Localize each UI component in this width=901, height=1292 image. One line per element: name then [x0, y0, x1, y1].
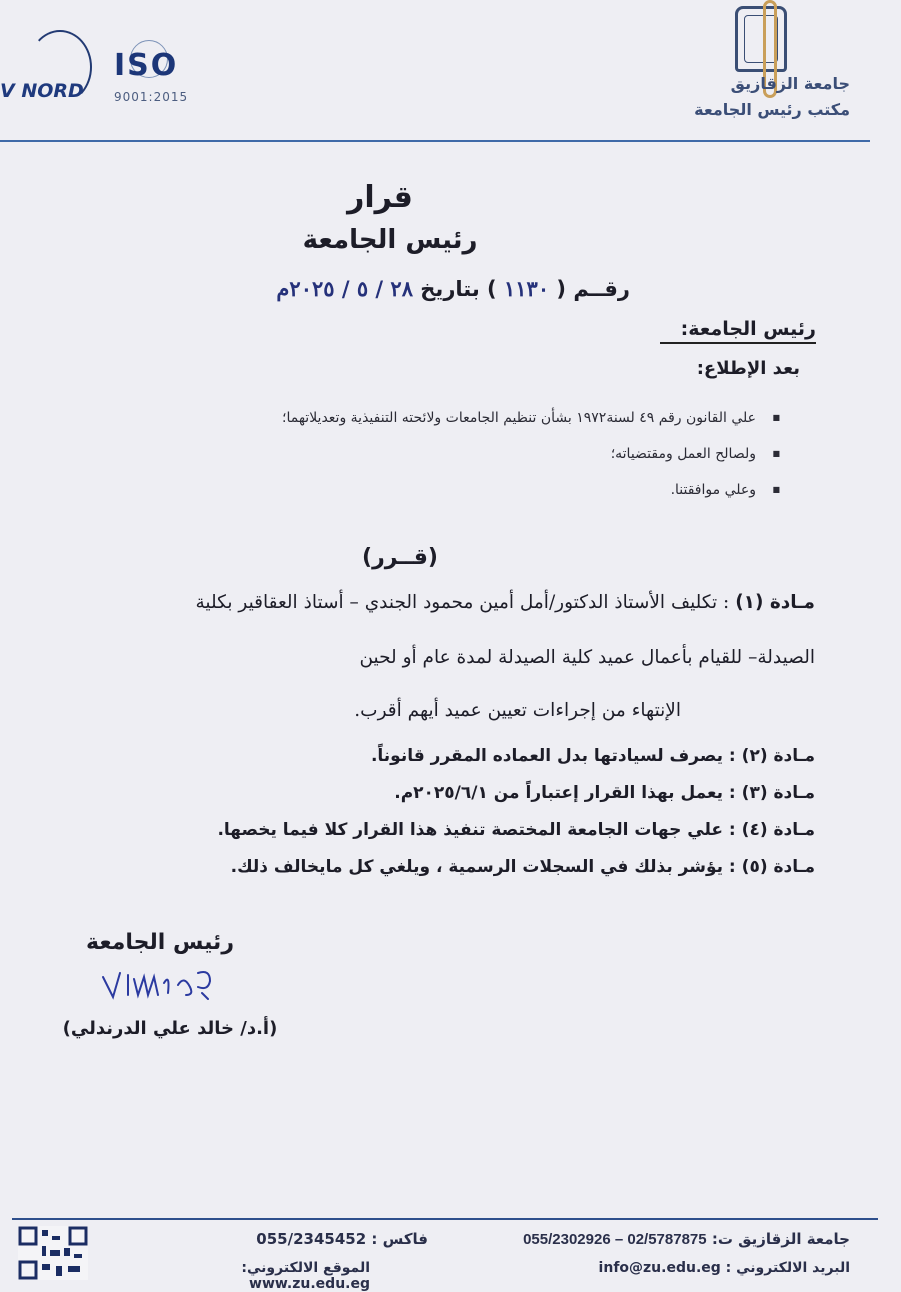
- president-title: رئيس الجامعة: [302, 225, 478, 255]
- article-4: [15, 820, 815, 840]
- iso-standard: 9001:2015: [114, 90, 189, 104]
- signatory-name: (أ.د/ خالد علي الدرندلي): [62, 1018, 278, 1039]
- article-label: مـادة (٤): [741, 820, 815, 840]
- footer-email-label: البريد الالكتروني :: [725, 1260, 850, 1276]
- footer-fax-number: 055/2345452: [256, 1230, 367, 1248]
- article-text: : يعمل بهذا القرار إعتباراً من ٢٠٢٥/٦/١م.: [394, 783, 736, 803]
- footer-phones: 055/2302926 – 02/5787875: [523, 1231, 707, 1248]
- footer-email: [540, 1260, 850, 1276]
- decree-date: ٢٨ / ٥ / ٢٠٢٥م: [276, 276, 413, 301]
- qr-code-icon: [18, 1226, 88, 1280]
- office-name: مكتب رئيس الجامعة: [694, 100, 850, 119]
- article-2: [15, 746, 815, 766]
- footer-email-address[interactable]: info@zu.edu.eg: [598, 1260, 721, 1276]
- footer-website: [120, 1260, 370, 1292]
- footer-address-label: جامعة الزقازيق ت:: [711, 1230, 850, 1248]
- decided-heading: (قــرر): [362, 545, 438, 570]
- preamble-president-label: رئيس الجامعة:: [660, 318, 816, 344]
- list-item: ■ وعلي موافقتنا.: [140, 472, 780, 508]
- footer-fax: [188, 1230, 428, 1248]
- decree-title: قرار: [347, 180, 413, 215]
- article-label: مـادة (٢): [741, 746, 815, 766]
- article-label: مـادة (٥): [741, 857, 815, 877]
- footer-divider: [12, 1218, 878, 1220]
- signature-title: رئيس الجامعة: [86, 930, 234, 955]
- handwritten-signature: [98, 965, 228, 1005]
- list-item: ■ علي القانون رقم ٤٩ لسنة١٩٧٢ بشأن تنظيم الجامعات ولائحته التنفيذية وتعديلاتهما؛: [140, 400, 780, 436]
- number-label: رقــم (: [556, 277, 630, 301]
- list-item: ■ ولصالح العمل ومقتضياته؛: [140, 436, 780, 472]
- article-text: : يؤشر بذلك في السجلات الرسمية ، ويلغي كل مايخالف ذلك.: [230, 857, 736, 877]
- university-name: جامعة الزقازيق: [730, 74, 850, 93]
- footer-website-label: الموقع الالكتروني:: [241, 1260, 370, 1276]
- article-3: [15, 783, 815, 803]
- cert-brand: V NORD: [0, 80, 84, 102]
- date-label: ) بتاريخ: [420, 277, 497, 301]
- article-1: [15, 592, 815, 613]
- university-seal-logo: [735, 6, 787, 72]
- iso-label: ISO: [114, 48, 179, 83]
- preamble-list: [140, 400, 780, 508]
- article-text: : يصرف لسيادتها بدل العماده المقرر قانوناً.: [370, 746, 736, 766]
- article-1-line-3: الإنتهاء من إجراءات تعيين عميد أيهم أقرب.: [354, 700, 681, 721]
- header-divider: [0, 140, 870, 142]
- article-label: مـادة (٣): [741, 783, 815, 803]
- article-1-line-2: الصيدلة– للقيام بأعمال عميد كلية الصيدلة لمدة عام أو لحين: [359, 647, 815, 668]
- article-5: [15, 857, 815, 877]
- article-text: : تكليف الأستاذ الدكتور/أمل أمين محمود الجندي – أستاذ العقاقير بكلية: [195, 592, 730, 613]
- footer-website-url[interactable]: www.zu.edu.eg: [249, 1276, 370, 1292]
- article-label: مـادة (١): [735, 592, 815, 613]
- after-review-label: بعد الإطلاع:: [696, 358, 800, 379]
- footer-fax-label: فاكس :: [371, 1230, 428, 1248]
- footer-address-phones: [460, 1230, 850, 1248]
- article-text: : علي جهات الجامعة المختصة تنفيذ هذا القرار كلا فيما يخصها.: [217, 820, 736, 840]
- decree-number-line: [190, 276, 630, 301]
- decree-number: ١١٣٠: [503, 276, 550, 301]
